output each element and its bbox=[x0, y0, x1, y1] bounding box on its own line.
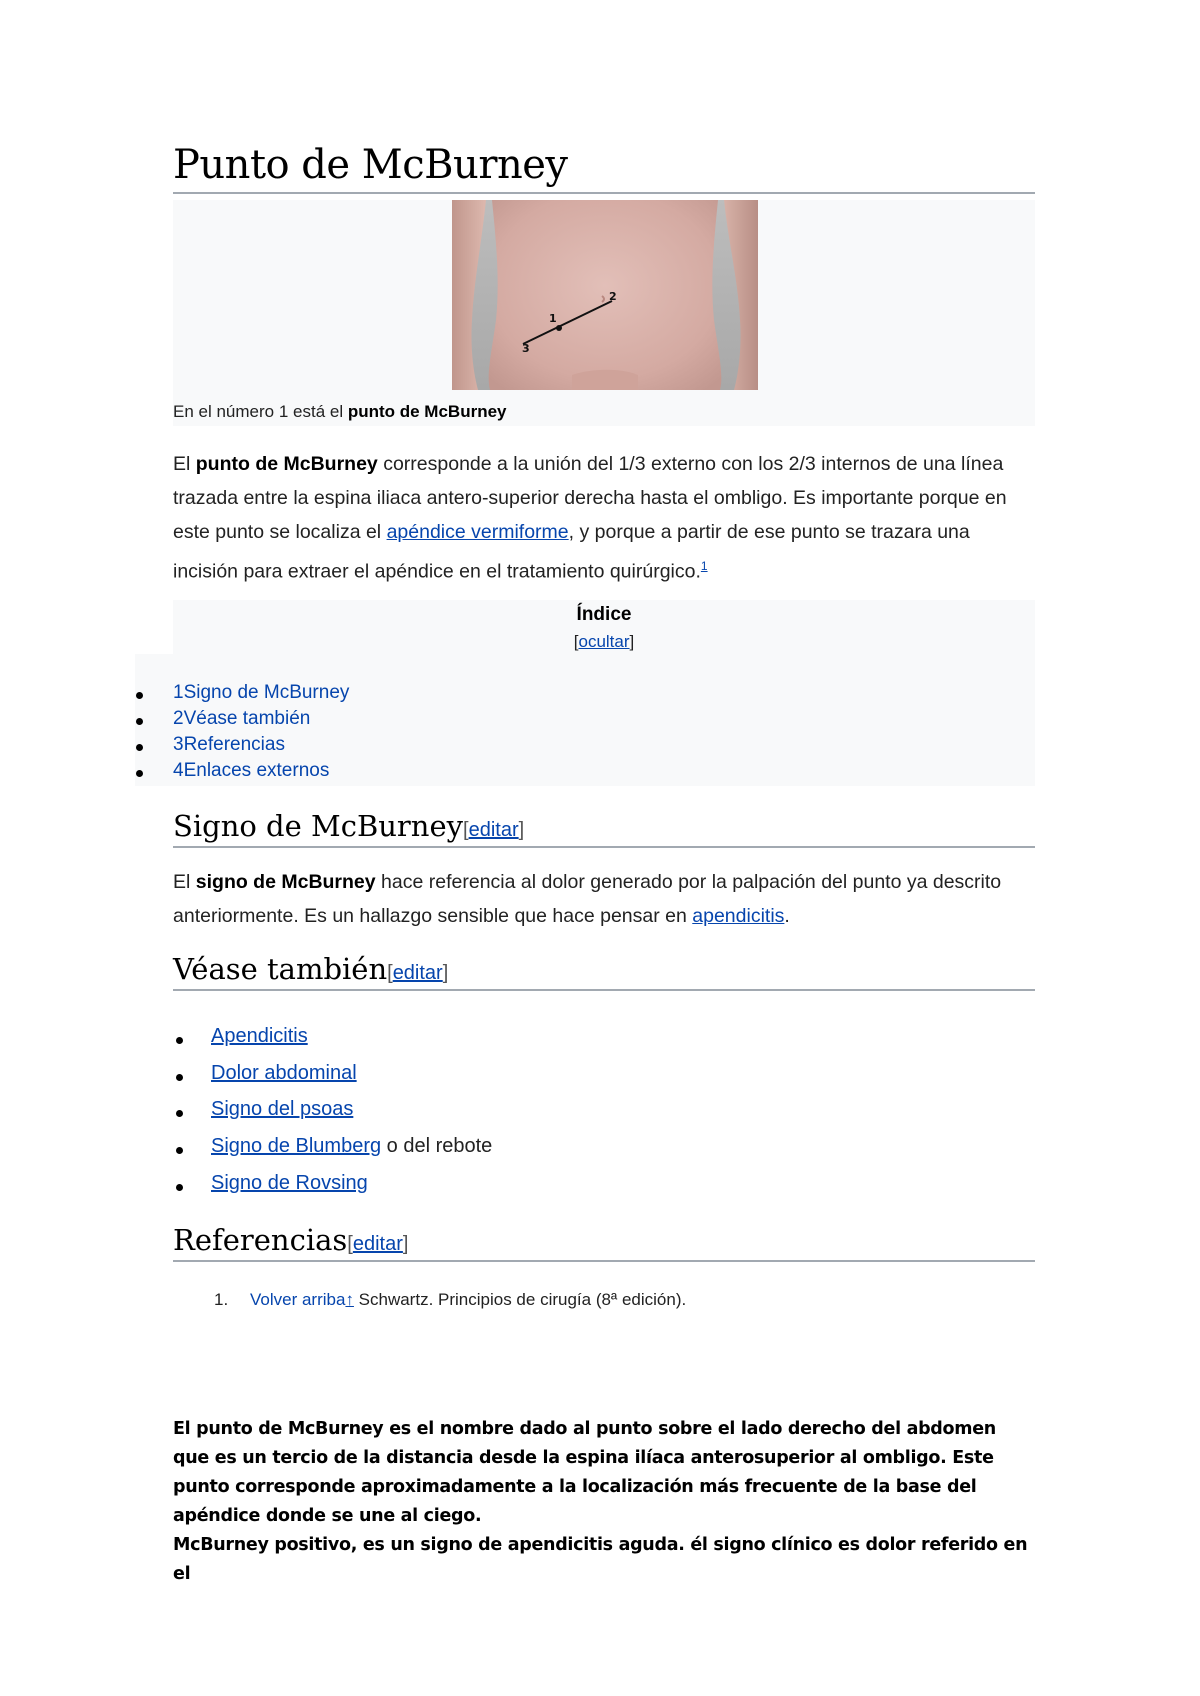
footnote-ref-1[interactable]: 1 bbox=[700, 559, 708, 573]
edit-section-signo: [editar] bbox=[463, 819, 525, 841]
abdomen-photo bbox=[452, 200, 758, 390]
section-heading-signo: Signo de McBurney[editar] bbox=[173, 808, 1035, 848]
edit-section-vease: [editar] bbox=[387, 962, 449, 984]
up-arrow-icon[interactable]: ↑ bbox=[345, 1290, 354, 1309]
toc-bullet bbox=[136, 770, 143, 777]
figure-caption: En el número 1 está el punto de McBurney bbox=[173, 402, 507, 421]
toc-item-vease[interactable]: 2Véase también bbox=[173, 708, 311, 729]
signo-paragraph: El signo de McBurney hace referencia al dolor generado por la palpación del punto ya descrito anteriormente. Es un hallazgo sensible que hace pensar en apendicitis. bbox=[173, 871, 1002, 927]
list-item bbox=[173, 1098, 353, 1121]
intro-paragraph: El punto de McBurney corresponde a la unión del 1/3 externo con los 2/3 internos de una línea trazada entre la espina iliaca antero-superior derecha hasta el ombligo. Es importante porque en este punto se localiza el apéndice vermiforme, y porque a partir de ese punto se trazara una incisión para extraer el apéndice en el tratamiento quirúrgico.$^1$ bbox=[173, 453, 1007, 583]
list-item bbox=[173, 1062, 357, 1085]
link-signo-blumberg[interactable]: Signo de Blumberg bbox=[211, 1135, 382, 1157]
figure-box bbox=[173, 200, 1035, 426]
section-heading-referencias: Referencias[editar] bbox=[173, 1222, 1035, 1262]
link-apendice-vermiforme[interactable]: apéndice vermiforme bbox=[386, 521, 569, 543]
list-item bbox=[173, 1025, 308, 1048]
marker-3: 3 bbox=[522, 342, 530, 355]
page-title: Punto de McBurney bbox=[173, 140, 1035, 194]
toc-bullet bbox=[136, 718, 143, 725]
marker-1: 1 bbox=[549, 312, 557, 325]
marker-2: 2 bbox=[609, 290, 617, 303]
link-dolor-abdominal[interactable]: Dolor abdominal bbox=[211, 1062, 357, 1084]
toc-title: Índice bbox=[576, 604, 632, 625]
notes-paragraph-2: McBurney positivo, es un signo de apendicitis aguda. él signo clínico es dolor referido en el bbox=[173, 1535, 1028, 1584]
toc-item-enlaces[interactable]: 4Enlaces externos bbox=[173, 760, 330, 781]
link-apendicitis[interactable]: apendicitis bbox=[692, 905, 785, 927]
toc-bullet bbox=[136, 692, 143, 699]
edit-section-referencias: [editar] bbox=[347, 1233, 409, 1255]
reference-item: 1. bbox=[214, 1290, 229, 1309]
list-item: Signo de Blumberg o del rebote bbox=[211, 1135, 493, 1157]
edit-link[interactable]: editar bbox=[392, 962, 443, 984]
list-item bbox=[173, 1172, 368, 1195]
section-heading-vease: Véase también[editar] bbox=[173, 951, 1035, 991]
reference-text: Volver arriba↑ Schwartz. Principios de cirugía (8ª edición). bbox=[250, 1290, 687, 1309]
back-to-top-link[interactable]: Volver arriba bbox=[250, 1290, 346, 1309]
link-signo-rovsing[interactable]: Signo de Rovsing bbox=[211, 1172, 368, 1194]
edit-link[interactable]: editar bbox=[352, 1233, 403, 1255]
toc-item-referencias[interactable]: 3Referencias bbox=[173, 734, 285, 755]
toc-bullet bbox=[136, 744, 143, 751]
toc-item-signo[interactable]: 1Signo de McBurney bbox=[173, 682, 350, 703]
toc-hide-link[interactable]: ocultar bbox=[578, 632, 630, 651]
link-apendicitis-item[interactable]: Apendicitis bbox=[211, 1025, 308, 1047]
toc-toggle: [ocultar] bbox=[573, 632, 635, 651]
notes-paragraph-1: El punto de McBurney es el nombre dado al punto sobre el lado derecho del abdomen que es un tercio de la distancia desde la espina ilíaca anterosuperior al ombligo. Este punto corresponde aproximadamente a la localización más frecuente de la base del apéndice donde se une al ciego. bbox=[173, 1419, 996, 1526]
edit-link[interactable]: editar bbox=[468, 819, 519, 841]
link-signo-psoas[interactable]: Signo del psoas bbox=[211, 1098, 354, 1120]
